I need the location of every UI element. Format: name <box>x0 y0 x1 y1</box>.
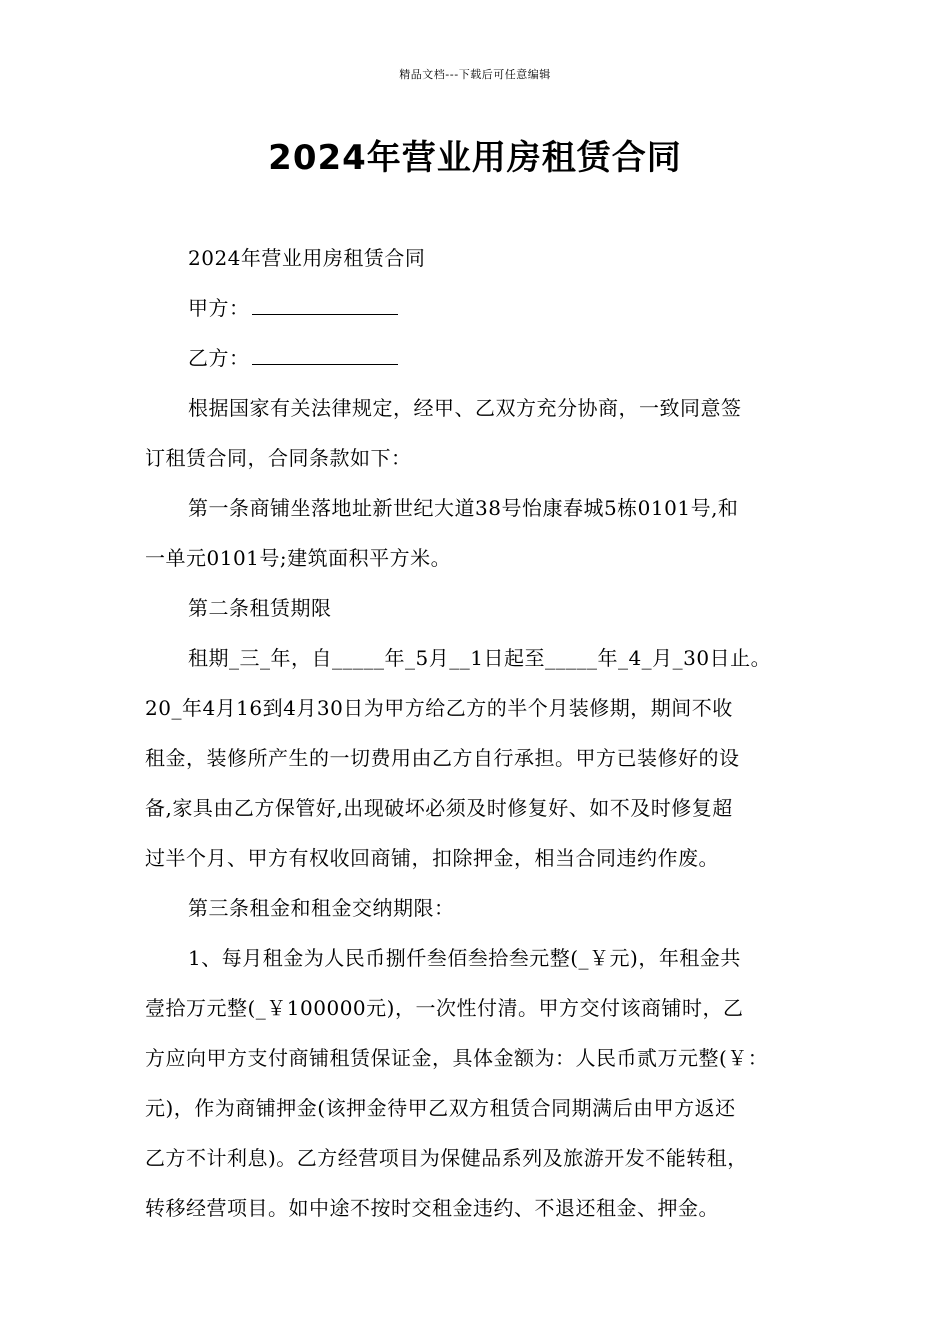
article-3-item-1-line: 元)，作为商铺押金(该押金待甲乙双方租赁合同期满后由甲方返还 <box>145 1096 736 1120</box>
article-3-item-1-line: 方应向甲方支付商铺租赁保证金，具体金额为：人民币贰万元整(￥： <box>145 1046 769 1070</box>
article-1-line: 第一条商铺坐落地址新世纪大道38号怡康春城5栋0101号,和 <box>188 496 739 520</box>
article-2-line: 租期_三_年，自_____年_5月__1日起至_____年_4_月_30日止。 <box>188 646 772 670</box>
article-3-item-1-paragraph <box>145 933 815 1233</box>
intro-paragraph <box>145 383 815 483</box>
article-3-item-1-line: 壹拾万元整(_￥100000元)，一次性付清。甲方交付该商铺时，乙 <box>145 996 744 1020</box>
article-2-line: 过半个月、甲方有权收回商铺，扣除押金，相当合同违约作废。 <box>145 846 719 870</box>
article-1-paragraph <box>145 483 815 583</box>
article-3-title: 第三条租金和租金交纳期限： <box>188 896 455 920</box>
document-subtitle: 2024年营业用房租赁合同 <box>188 246 426 270</box>
article-2-line: 20_年4月16到4月30日为甲方给乙方的半个月装修期，期间不收 <box>145 696 733 720</box>
document-body <box>145 233 815 1233</box>
party-b-line <box>145 333 815 383</box>
party-a-label: 甲方： <box>188 296 250 320</box>
article-2-title: 第二条租赁期限 <box>188 596 332 620</box>
party-a-line <box>145 283 815 333</box>
article-3-item-1-line: 转移经营项目。如中途不按时交租金违约、不退还租金、押金。 <box>145 1196 719 1220</box>
article-3-item-1-line: 乙方不计利息)。乙方经营项目为保健品系列及旅游开发不能转租， <box>145 1146 748 1170</box>
party-b-label: 乙方： <box>188 346 250 370</box>
article-2-paragraph <box>145 633 815 883</box>
document-title: 2024年营业用房租赁合同 <box>268 138 682 178</box>
party-b-blank <box>252 346 398 365</box>
article-2-line: 备,家具由乙方保管好,出现破坏必须及时修复好、如不及时修复超 <box>145 796 733 820</box>
article-2-line: 租金，装修所产生的一切费用由乙方自行承担。甲方已装修好的设 <box>145 746 740 770</box>
article-1-line: 一单元0101号;建筑面积平方米。 <box>145 546 452 570</box>
article-3-item-1-line: 1、每月租金为人民币捌仟叁佰叁拾叁元整(_￥元)，年租金共 <box>188 946 741 970</box>
party-a-blank <box>252 296 398 315</box>
header-watermark: 精品文档---下载后可任意编辑 <box>399 68 551 81</box>
intro-line: 订租赁合同，合同条款如下： <box>145 446 412 470</box>
intro-line: 根据国家有关法律规定，经甲、乙双方充分协商，一致同意签 <box>188 396 742 420</box>
